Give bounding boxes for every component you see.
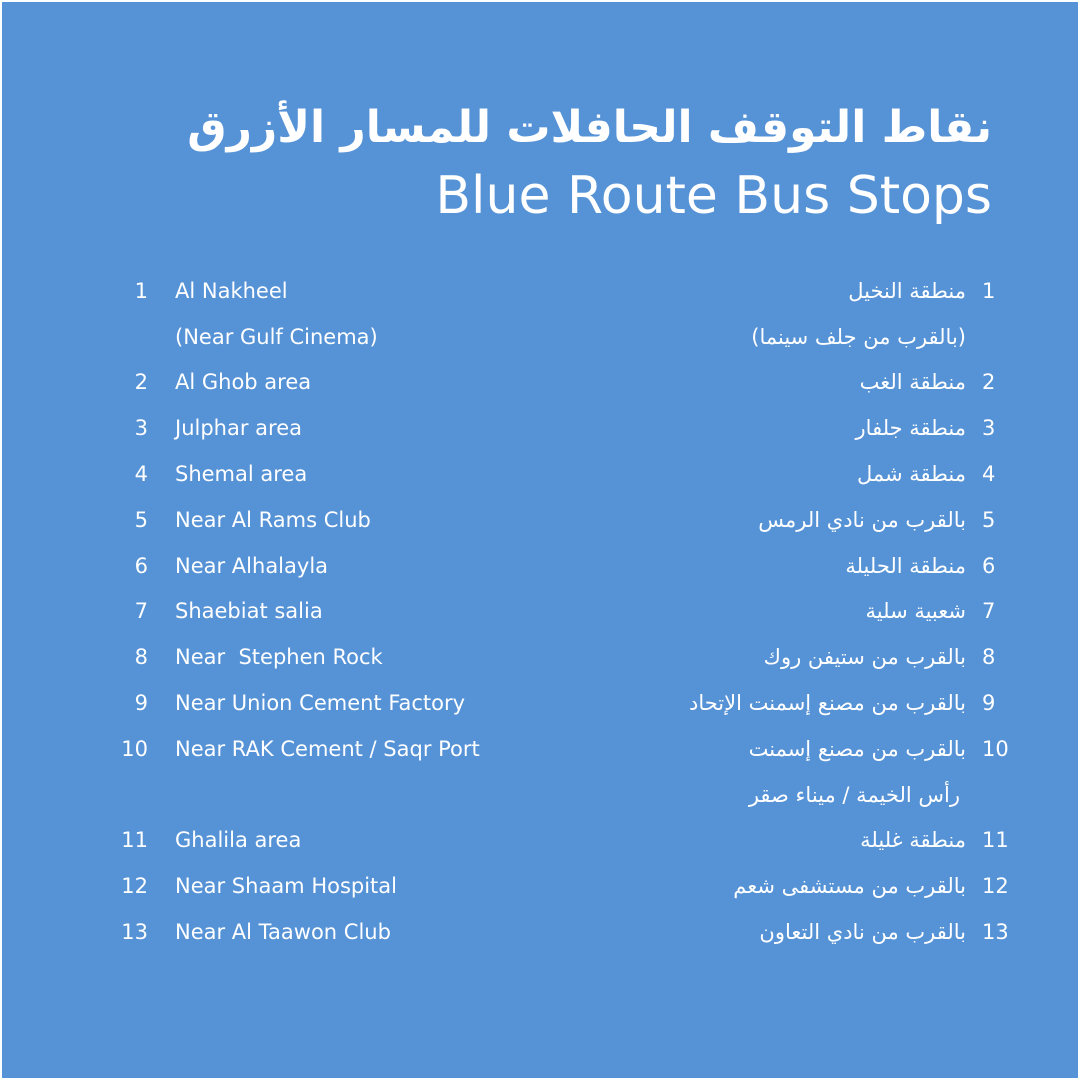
stop-number-ar: 10 [982, 736, 1009, 761]
stop-number-ar: 3 [982, 416, 996, 441]
stop-name-en: Near Alhalayla [175, 553, 329, 578]
stop-row [2, 726, 1078, 772]
stop-number-en: 13 [121, 920, 148, 945]
stop-number-ar: 6 [982, 553, 996, 578]
stop-number-en: 11 [121, 828, 148, 853]
stop-name-ar: منطقة جلفار [855, 416, 966, 441]
stop-name-ar: منطقة الغب [859, 370, 966, 395]
stop-name-en: Julphar area [175, 416, 302, 441]
stop-number-en: 10 [121, 736, 148, 761]
stop-name-en: Shemal area [175, 462, 308, 487]
stop-number-en: 2 [134, 370, 148, 395]
stop-name-ar: منطقة النخيل [848, 278, 966, 303]
stop-row [2, 634, 1078, 680]
stop-row [2, 589, 1078, 635]
stop-name-ar: بالقرب من مستشفى شعم [733, 874, 966, 899]
stop-number-ar: 2 [982, 370, 996, 395]
bus-stop-list [2, 268, 1078, 955]
stop-number-ar: 5 [982, 507, 996, 532]
stop-number-ar: 9 [982, 691, 996, 716]
stop-name-en: Al Ghob area [175, 370, 312, 395]
stop-row [2, 497, 1078, 543]
stop-name-ar: بالقرب من نادي الرمس [758, 507, 966, 532]
stop-number-ar: 13 [982, 920, 1009, 945]
stop-name-ar: (بالقرب من جلف سينما) [751, 324, 966, 349]
stop-name-en: Near Union Cement Factory [175, 691, 466, 716]
stop-name-en: Near Shaam Hospital [175, 874, 397, 899]
stop-row [2, 543, 1078, 589]
stop-number-ar: 1 [982, 278, 996, 303]
stop-number-en: 3 [134, 416, 148, 441]
stop-row [2, 909, 1078, 955]
stop-number-en: 4 [134, 462, 148, 487]
stop-number-ar: 7 [982, 599, 996, 624]
stop-name-ar: منطقة الحليلة [845, 553, 966, 578]
stop-row [2, 451, 1078, 497]
stop-row [2, 863, 1078, 909]
stop-number-ar: 8 [982, 645, 996, 670]
stop-name-ar: بالقرب من مصنع إسمنت [748, 736, 966, 761]
stop-name-en: (Near Gulf Cinema) [175, 324, 378, 349]
stop-row [2, 680, 1078, 726]
page-title-arabic: نقاط التوقف الحافلات للمسار الأزرق [187, 102, 992, 153]
stop-name-ar: رأس الخيمة / ميناء صقر [748, 782, 960, 807]
stop-number-en: 8 [134, 645, 148, 670]
stop-name-en: Shaebiat salia [175, 599, 323, 624]
stop-number-ar: 4 [982, 462, 996, 487]
stop-name-ar: بالقرب من مصنع إسمنت الإتحاد [688, 691, 966, 716]
stop-number-en: 1 [134, 278, 148, 303]
stop-name-en: Al Nakheel [175, 278, 288, 303]
stop-row-continuation [2, 772, 1078, 818]
stop-number-ar: 12 [982, 874, 1009, 899]
stop-name-en: Near Al Taawon Club [175, 920, 391, 945]
stop-number-en: 6 [134, 553, 148, 578]
stop-name-ar: بالقرب من نادي التعاون [759, 920, 966, 945]
stop-row [2, 360, 1078, 406]
stop-row-continuation [2, 314, 1078, 360]
stop-number-en: 9 [134, 691, 148, 716]
stop-name-en: Near Al Rams Club [175, 507, 371, 532]
stop-number-en: 12 [121, 874, 148, 899]
stop-name-ar: بالقرب من ستيفن روك [763, 645, 966, 670]
stop-row [2, 818, 1078, 864]
stop-number-ar: 11 [982, 828, 1009, 853]
stop-name-ar: شعبية سلية [865, 599, 966, 624]
stop-name-ar: منطقة غليلة [860, 828, 966, 853]
stop-row [2, 268, 1078, 314]
stop-number-en: 7 [134, 599, 148, 624]
stop-name-en: Ghalila area [175, 828, 302, 853]
stop-name-en: Near Stephen Rock [175, 645, 383, 670]
stop-name-en: Near RAK Cement / Saqr Port [175, 736, 480, 761]
stop-name-ar: منطقة شمل [856, 462, 966, 487]
stop-number-en: 5 [134, 507, 148, 532]
page-title-english: Blue Route Bus Stops [435, 166, 992, 226]
stop-row [2, 405, 1078, 451]
bus-stops-panel [2, 2, 1078, 1078]
